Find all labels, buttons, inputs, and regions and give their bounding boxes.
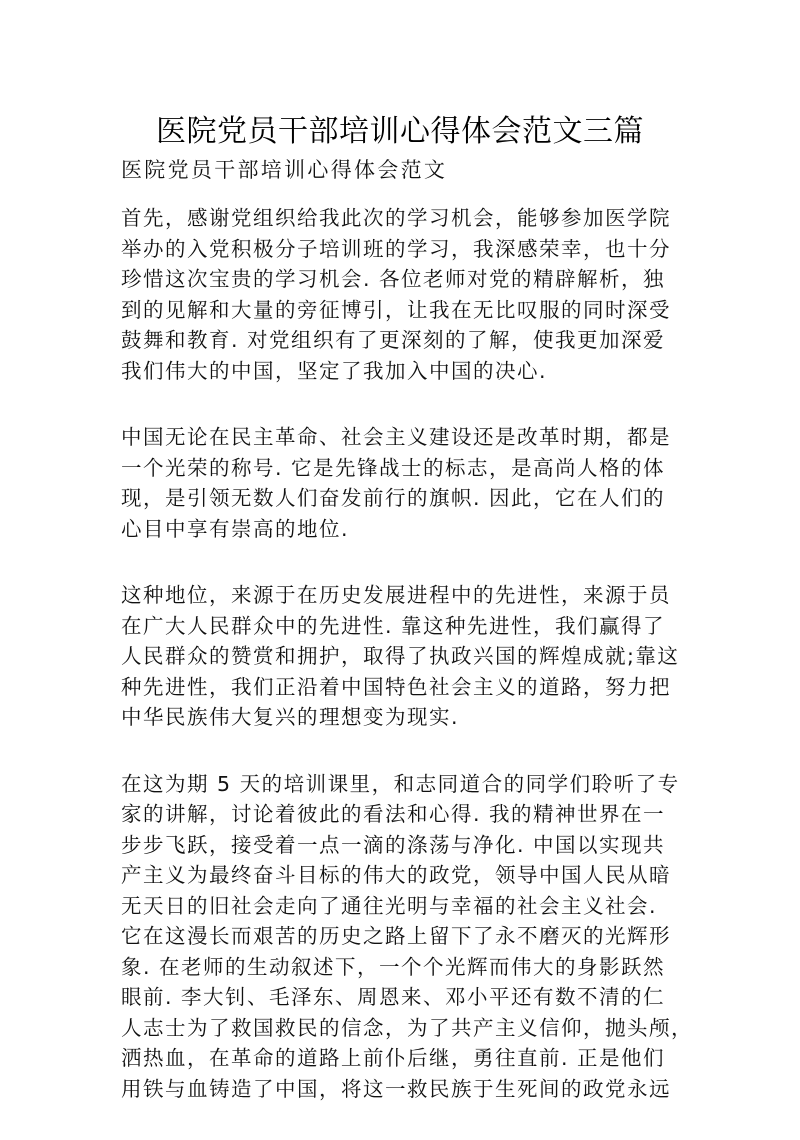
paragraph-1 [121,203,691,386]
text-line: 眼前. 李大钊、毛泽东、周恩来、邓小平还有数不清的仁 [121,985,666,1009]
text-line: 我们伟大的中国，坚定了我加入中国的决心. [121,358,548,383]
paragraph-4 [121,769,691,1105]
paragraph-2 [121,422,691,544]
text-line: 家的讲解，讨论着彼此的看法和心得. 我的精神世界在一 [121,802,666,826]
text-line: 用铁与血铸造了中国，将这一救民族于生死间的政党永远 [121,1076,671,1101]
text-line: 人民群众的赞赏和拥护，取得了执政兴国的辉煌成就;靠这 [121,644,680,668]
text-line: 它在这漫长而艰苦的历史之路上留下了永不磨灭的光辉形 [121,924,671,948]
text-line: 种先进性，我们正沿着中国特色社会主义的道路，努力把 [121,674,671,699]
text-line: 心目中享有崇高的地位. [121,516,350,541]
text-line: 鼓舞和教育. 对党组织有了更深刻的了解，使我更加深爱 [121,328,666,352]
text-line: 步步飞跃，接受着一点一滴的涤荡与净化. 中国以实现共 [121,832,666,857]
text-line: 在广大人民群众中的先进性. 靠这种先进性，我们赢得了 [121,613,666,638]
text-line: 人志士为了救国救民的信念，为了共产主义信仰，抛头颅， [121,1015,693,1040]
text-line: 珍惜这次宝贵的学习机会. 各位老师对党的精辟解析，独 [121,267,666,291]
document-title: 医院党员干部培训心得体会范文三篇 [156,114,644,149]
text-line: 一个光荣的称号. 它是先锋战士的标志，是高尚人格的体 [121,455,666,480]
text-line: 象. 在老师的生动叙述下，一个个光辉而伟大的身影跃然 [121,954,666,979]
text-line: 洒热血，在革命的道路上前仆后继，勇往直前. 正是他们 [121,1046,666,1070]
text-line: 举办的入党积极分子培训班的学习，我深感荣幸，也十分 [121,236,671,261]
document-body [121,203,691,1140]
text-line: 首先，感谢党组织给我此次的学习机会，能够参加医学院 [121,206,671,230]
document-subtitle: 医院党员干部培训心得体会范文 [121,158,448,182]
text-line: 中华民族伟大复兴的理想变为现实. [121,705,460,729]
paragraph-3 [121,580,691,733]
text-line: 到的见解和大量的旁征博引，让我在无比叹服的同时深受 [121,297,671,322]
text-line: 在这为期 5 天的培训课里，和志同道合的同学们聆听了专 [121,771,680,796]
text-line: 中国无论在民主革命、社会主义建设还是改革时期，都是 [121,425,671,449]
text-line: 这种地位，来源于在历史发展进程中的先进性，来源于员 [121,583,671,607]
text-line: 无天日的旧社会走向了通往光明与幸福的社会主义社会. [121,893,658,918]
text-line: 产主义为最终奋斗目标的伟大的政党，领导中国人民从暗 [121,863,671,887]
text-line: 现，是引领无数人们奋发前行的旗帜. 因此，它在人们的 [121,486,666,510]
